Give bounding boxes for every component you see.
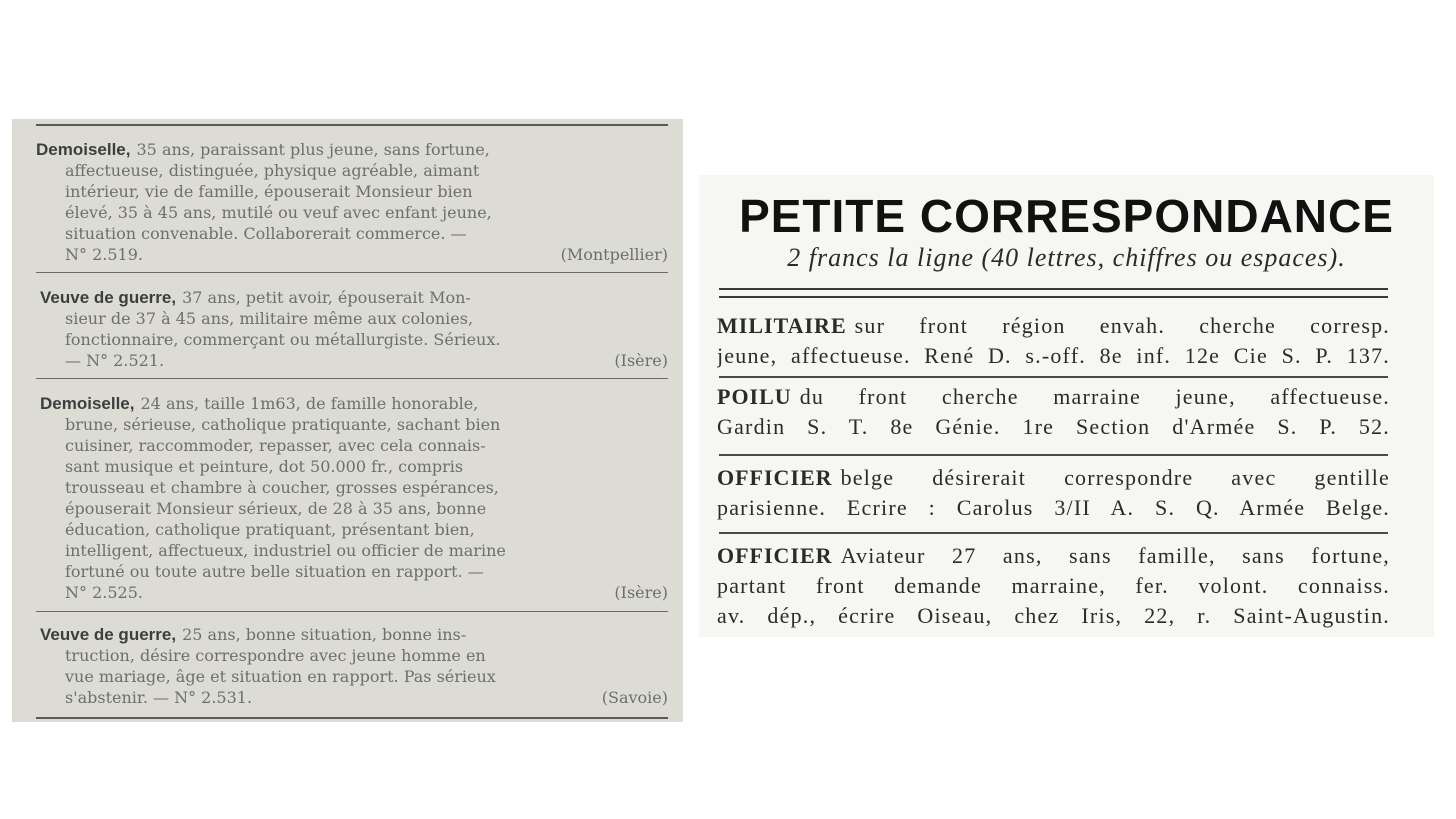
- ad-line: Gardin S. T. 8e Génie. 1re Section d'Armée S. P. 52.: [717, 414, 1390, 439]
- ad-location: (Montpellier): [560, 245, 668, 264]
- correspondence-ad: [717, 463, 1390, 523]
- ad-line: cuisiner, raccommoder, repasser, avec cela connais-: [65, 436, 486, 455]
- ad-line: éducation, catholique pratiquant, présentant bien,: [65, 520, 475, 539]
- ad-keyword: MILITAIRE: [717, 313, 847, 338]
- right-newspaper-clipping: [699, 175, 1434, 637]
- ad-line: fortuné ou toute autre belle situation en rapport. —: [65, 562, 484, 581]
- ad-line: affectueuse, distinguée, physique agréable, aimant: [65, 161, 480, 180]
- ad-line: trousseau et chambre à coucher, grosses espérances,: [65, 478, 499, 497]
- ad-divider: [36, 378, 668, 379]
- ad-line: élevé, 35 à 45 ans, mutilé ou veuf avec enfant jeune,: [65, 203, 492, 222]
- ad-heading: Veuve de guerre,: [40, 288, 177, 307]
- correspondence-ad: [717, 382, 1390, 442]
- ad-line: N° 2.525.: [65, 583, 143, 602]
- ad-divider: [719, 532, 1388, 534]
- ad-keyword: OFFICIER: [717, 543, 833, 568]
- ad-line: 35 ans, paraissant plus jeune, sans fortune,: [136, 140, 490, 159]
- ad-divider: [36, 611, 668, 612]
- ad-keyword: POILU: [717, 384, 792, 409]
- bottom-rule: [36, 717, 668, 719]
- ad-line: Aviateur 27 ans, sans famille, sans fortune,: [840, 543, 1390, 568]
- ad-line: intelligent, affectueux, industriel ou officier de marine: [65, 541, 506, 560]
- ad-line: du front cherche marraine jeune, affectueuse.: [799, 384, 1390, 409]
- ad-line: s'abstenir. — N° 2.531.: [65, 688, 253, 707]
- left-newspaper-clipping: [12, 119, 683, 722]
- classified-ad: [36, 139, 668, 265]
- ad-location: (Savoie): [601, 688, 668, 707]
- classified-ad: [36, 287, 668, 371]
- ad-line: 24 ans, taille 1m63, de famille honorable,: [140, 394, 479, 413]
- ad-line: partant front demande marraine, fer. volont. connaiss.: [717, 573, 1390, 598]
- ad-line: brune, sérieuse, catholique pratiquante, sachant bien: [65, 415, 501, 434]
- ad-line: 37 ans, petit avoir, épouserait Mon-: [182, 288, 471, 307]
- ad-line: fonctionnaire, commerçant ou métallurgiste. Sérieux.: [65, 330, 501, 349]
- correspondence-ad: [717, 541, 1390, 631]
- ad-line: vue mariage, âge et situation en rapport. Pas sérieux: [65, 667, 496, 686]
- ad-line: situation convenable. Collaborerait commerce. —: [65, 224, 467, 243]
- ad-divider: [719, 376, 1388, 378]
- ad-line: épouserait Monsieur sérieux, de 28 à 35 ans, bonne: [65, 499, 487, 518]
- correspondence-ad: [717, 311, 1390, 371]
- classified-ad: [36, 393, 668, 603]
- ad-line: 25 ans, bonne situation, bonne ins-: [182, 625, 467, 644]
- ad-line: parisienne. Ecrire : Carolus 3/II A. S. Q. Armée Belge.: [717, 495, 1390, 520]
- ad-heading: Veuve de guerre,: [40, 625, 177, 644]
- ad-location: (Isère): [614, 583, 668, 602]
- ad-line: belge désirerait correspondre avec gentille: [840, 465, 1390, 490]
- rate-subtitle: 2 francs la ligne (40 lettres, chiffres ou espaces).: [787, 243, 1346, 272]
- ad-heading: Demoiselle,: [40, 394, 135, 413]
- top-rule: [36, 124, 668, 126]
- double-rule: [719, 288, 1388, 298]
- ad-heading: Demoiselle,: [36, 140, 131, 159]
- ad-line: jeune, affectueuse. René D. s.-off. 8e inf. 12e Cie S. P. 137.: [717, 343, 1390, 368]
- ad-line: sant musique et peinture, dot 50.000 fr., compris: [65, 457, 464, 476]
- classified-ad: [36, 624, 668, 708]
- ad-line: av. dép., écrire Oiseau, chez Iris, 22, r. Saint-Augustin.: [717, 603, 1390, 628]
- ad-divider: [36, 272, 668, 273]
- ad-divider: [719, 454, 1388, 456]
- ad-line: N° 2.519.: [65, 245, 143, 264]
- ad-line: — N° 2.521.: [65, 351, 165, 370]
- ad-location: (Isère): [614, 351, 668, 370]
- page-title: PETITE CORRESPONDANCE: [739, 190, 1394, 242]
- ad-line: sieur de 37 à 45 ans, militaire même aux colonies,: [65, 309, 474, 328]
- ad-line: intérieur, vie de famille, épouserait Monsieur bien: [65, 182, 473, 201]
- ad-keyword: OFFICIER: [717, 465, 833, 490]
- ad-line: truction, désire correspondre avec jeune homme en: [65, 646, 486, 665]
- ad-line: sur front région envah. cherche corresp.: [854, 313, 1390, 338]
